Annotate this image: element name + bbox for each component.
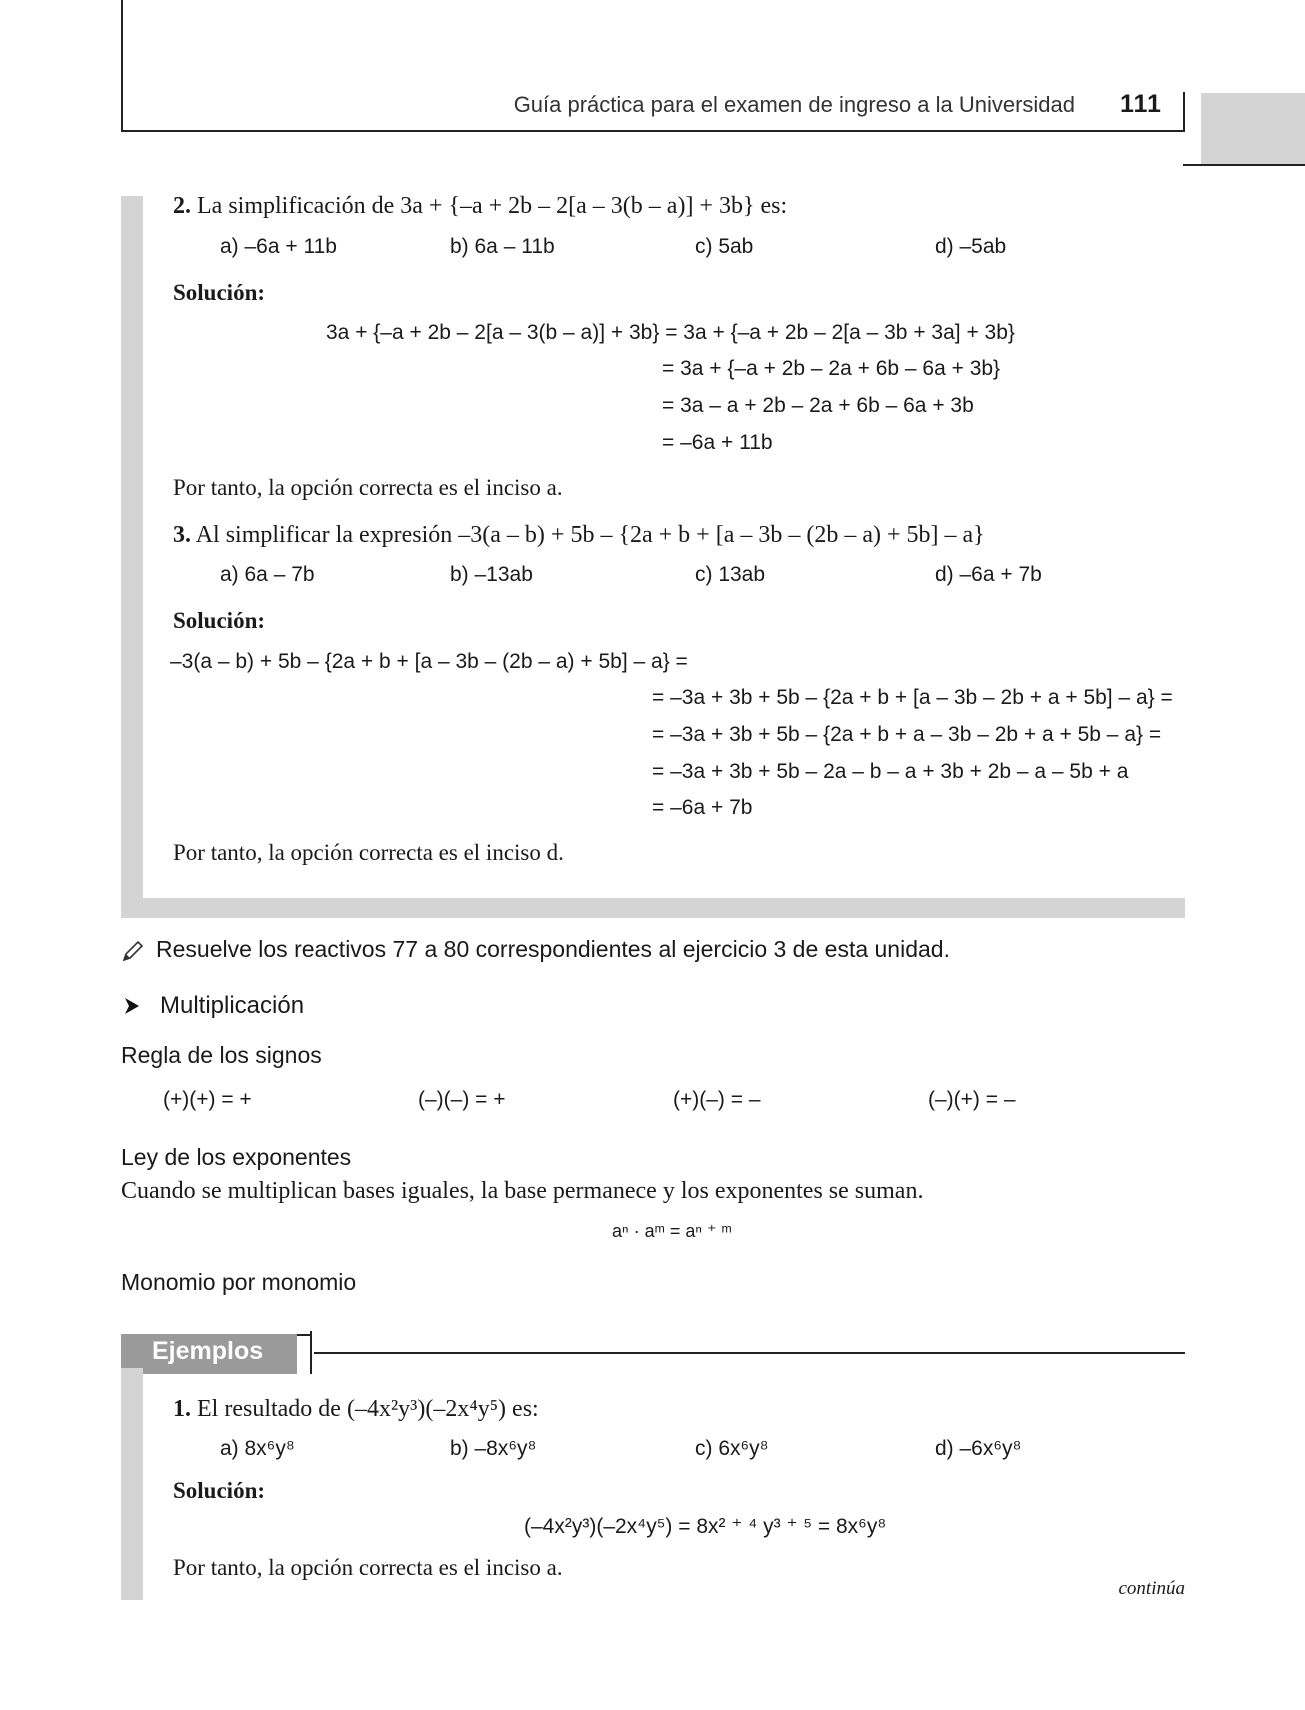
sign-rule: (–)(–) = + xyxy=(418,1088,506,1111)
option-a: a) 8x⁶y⁸ xyxy=(220,1437,295,1460)
conclusion: Por tanto, la opción correcta es el inciso d. xyxy=(173,840,564,865)
solution-step: = –6a + 11b xyxy=(662,431,773,454)
example-1-question xyxy=(173,1396,539,1423)
option-c: c) 13ab xyxy=(695,563,766,586)
examples-label: Ejemplos xyxy=(152,1337,264,1365)
exercise-2-question xyxy=(173,193,787,220)
option-c: c) 5ab xyxy=(695,235,754,258)
header-rule-vertical xyxy=(121,0,123,131)
examples-rule xyxy=(314,1352,1185,1354)
sign-rule: (+)(–) = – xyxy=(673,1088,761,1111)
page-number: 111 xyxy=(1120,90,1162,118)
exponents-rule-text: Cuando se multiplican bases iguales, la base permanece y los exponentes se suman. xyxy=(121,1178,924,1204)
question-text: La simplificación de 3a + {–a + 2b – 2[a – 3(b – a)] + 3b} es: xyxy=(197,193,788,219)
section-title: Multiplicación xyxy=(160,992,305,1019)
pencil-icon xyxy=(121,939,145,968)
header-rule xyxy=(121,130,1185,132)
sign-rule: (–)(+) = – xyxy=(928,1088,1016,1111)
exercise-number: 1. xyxy=(173,1396,191,1422)
option-b: b) 6a – 11b xyxy=(450,235,555,258)
example-box-bottom xyxy=(121,898,1185,918)
solution-label: Solución: xyxy=(173,280,266,305)
exercise-number: 2. xyxy=(173,193,191,219)
solution-step: = –6a + 7b xyxy=(652,796,753,819)
examples-tab-edge xyxy=(297,1334,310,1374)
exponents-title: Ley de los exponentes xyxy=(121,1144,352,1170)
conclusion: Por tanto, la opción correcta es el inciso a. xyxy=(173,475,563,500)
practice-note: Resuelve los reactivos 77 a 80 correspondientes al ejercicio 3 de esta unidad. xyxy=(156,936,950,962)
option-d: d) –6a + 7b xyxy=(935,563,1042,586)
monomio-title: Monomio por monomio xyxy=(121,1269,357,1295)
examples-divider xyxy=(310,1331,312,1374)
solution-step: (–4x²y³)(–2x⁴y⁵) = 8x² ⁺ ⁴ y³ ⁺ ⁵ = 8x⁶y⁸ xyxy=(524,1515,887,1538)
continued-note: continúa xyxy=(1118,1578,1185,1599)
solution-step: = 3a + {–a + 2b – 2a + 6b – 6a + 3b} xyxy=(662,357,1001,380)
option-a: a) –6a + 11b xyxy=(220,235,337,258)
solution-step: = –3a + 3b + 5b – 2a – b – a + 3b + 2b – a – 5b + a xyxy=(652,760,1129,783)
option-d: d) –6x⁶y⁸ xyxy=(935,1437,1022,1460)
solution-step: –3(a – b) + 5b – {2a + b + [a – 3b – (2b – a) + 5b] – a} = xyxy=(170,650,688,673)
page-number-divider xyxy=(1183,92,1185,132)
option-d: d) –5ab xyxy=(935,235,1007,258)
solution-step: = –3a + 3b + 5b – {2a + b + [a – 3b – 2b + a + 5b] – a} = xyxy=(652,686,1173,709)
example-box-border xyxy=(121,1368,143,1600)
question-text: El resultado de (–4x²y³)(–2x⁴y⁵) es: xyxy=(197,1396,539,1422)
thumb-tab xyxy=(1201,93,1305,165)
signs-title: Regla de los signos xyxy=(121,1042,322,1068)
exercise-number: 3. xyxy=(173,522,191,548)
option-b: b) –8x⁶y⁸ xyxy=(450,1437,537,1460)
solution-label: Solución: xyxy=(173,1478,266,1503)
exponents-formula: aⁿ · aᵐ = aⁿ ⁺ ᵐ xyxy=(612,1221,732,1241)
example-box-border xyxy=(121,196,143,918)
solution-step: = –3a + 3b + 5b – {2a + b + a – 3b – 2b + a + 5b – a} = xyxy=(652,723,1162,746)
solution-label: Solución: xyxy=(173,608,266,633)
arrow-bullet-icon xyxy=(123,996,141,1021)
question-text: Al simplificar la expresión –3(a – b) + 5b – {2a + b + [a – 3b – (2b – a) + 5b] – a} xyxy=(195,522,985,548)
solution-step: = 3a – a + 2b – 2a + 6b – 6a + 3b xyxy=(662,394,974,417)
thumb-tab-rule xyxy=(1183,164,1305,166)
option-b: b) –13ab xyxy=(450,563,533,586)
solution-step: 3a + {–a + 2b – 2[a – 3(b – a)] + 3b} = 3a + {–a + 2b – 2[a – 3b + 3a] + 3b} xyxy=(326,321,1015,344)
conclusion: Por tanto, la opción correcta es el inciso a. xyxy=(173,1555,563,1580)
exercise-3-question xyxy=(173,522,985,549)
running-header: Guía práctica para el examen de ingreso a la Universidad xyxy=(513,92,1075,117)
option-c: c) 6x⁶y⁸ xyxy=(695,1437,769,1460)
option-a: a) 6a – 7b xyxy=(220,563,315,586)
sign-rule: (+)(+) = + xyxy=(163,1088,252,1111)
